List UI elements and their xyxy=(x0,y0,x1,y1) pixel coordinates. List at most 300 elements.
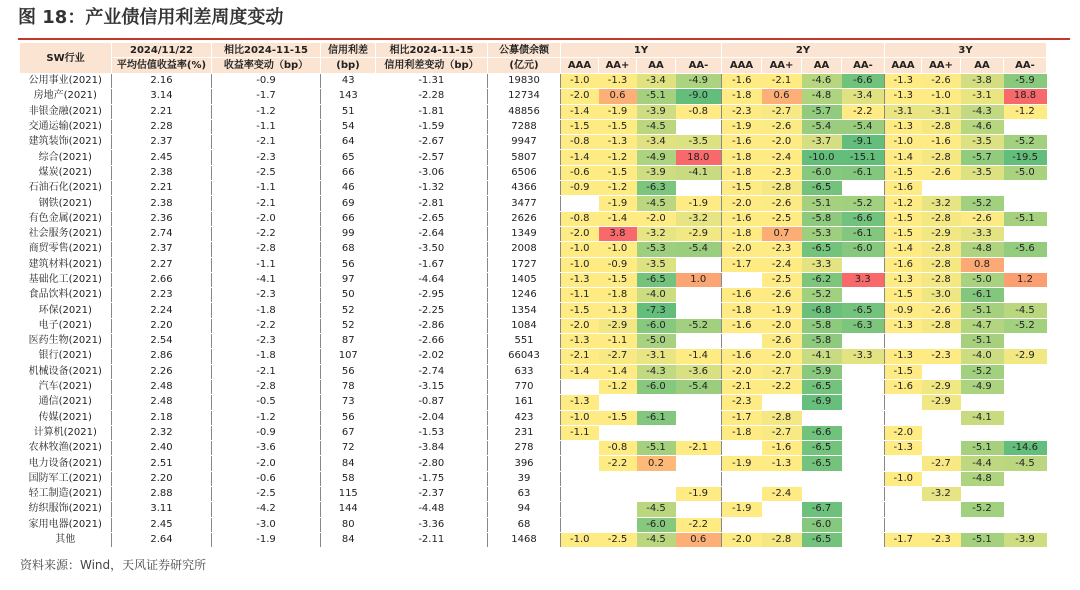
heat-cell: -4.0 xyxy=(961,349,1004,364)
heat-cell xyxy=(762,395,802,410)
table-body xyxy=(20,74,1047,548)
heat-cell xyxy=(1004,471,1047,486)
heat-cell: -1.0 xyxy=(922,89,961,104)
title-rule xyxy=(18,38,1070,40)
header-compare-1: 相比2024-11-15 xyxy=(212,43,321,58)
heat-cell: -2.0 xyxy=(762,318,802,333)
heat-cell: -2.9 xyxy=(599,318,637,333)
heat-cell xyxy=(922,364,961,379)
heat-cell: -1.3 xyxy=(885,89,922,104)
heat-cell: -4.4 xyxy=(961,456,1004,471)
yield-change: -1.7 xyxy=(212,89,321,104)
yield-change: -4.2 xyxy=(212,502,321,517)
yield-change: -1.1 xyxy=(212,257,321,272)
table-row xyxy=(20,456,1047,471)
heat-cell: -5.9 xyxy=(1004,74,1047,89)
spread-value: 107 xyxy=(321,349,376,364)
heat-cell: -2.3 xyxy=(722,104,762,119)
spread-change: -1.31 xyxy=(376,74,488,89)
heat-cell: -4.5 xyxy=(1004,303,1047,318)
avg-yield: 2.20 xyxy=(112,471,212,486)
header-rating-aa: AA xyxy=(961,58,1004,74)
avg-yield: 2.66 xyxy=(112,272,212,287)
heat-cell: -2.6 xyxy=(922,165,961,180)
spread-change: -1.59 xyxy=(376,119,488,134)
heat-cell: -2.6 xyxy=(922,303,961,318)
header-rating-aaa: AAA xyxy=(885,58,922,74)
heat-cell: -1.8 xyxy=(722,303,762,318)
industry-name: 建筑材料(2021) xyxy=(20,257,112,272)
heat-cell: -5.1 xyxy=(637,89,676,104)
heat-cell: -1.5 xyxy=(885,288,922,303)
heat-cell xyxy=(961,395,1004,410)
heat-cell: -4.5 xyxy=(637,532,676,547)
avg-yield: 3.11 xyxy=(112,502,212,517)
heat-cell: -1.3 xyxy=(885,441,922,456)
spread-value: 87 xyxy=(321,334,376,349)
industry-name: 食品饮料(2021) xyxy=(20,288,112,303)
avg-yield: 2.26 xyxy=(112,364,212,379)
heat-cell: -6.1 xyxy=(637,410,676,425)
heat-cell: -6.5 xyxy=(637,272,676,287)
heat-cell: -5.4 xyxy=(676,242,722,257)
heat-cell xyxy=(842,532,885,547)
heat-cell: -1.3 xyxy=(561,272,599,287)
heat-cell: -1.0 xyxy=(561,74,599,89)
heat-cell: -2.9 xyxy=(922,226,961,241)
heat-cell: -3.2 xyxy=(637,226,676,241)
heat-cell xyxy=(561,379,599,394)
heat-cell: -1.6 xyxy=(722,318,762,333)
balance-value: 9947 xyxy=(488,135,561,150)
heat-cell: -3.8 xyxy=(961,74,1004,89)
heat-cell: -9.0 xyxy=(676,89,722,104)
heat-cell xyxy=(1004,364,1047,379)
table-row xyxy=(20,502,1047,517)
balance-value: 2008 xyxy=(488,242,561,257)
header-spread: 信用利差 xyxy=(321,43,376,58)
industry-name: 轻工制造(2021) xyxy=(20,487,112,502)
heat-cell: -1.6 xyxy=(722,211,762,226)
heat-cell: -2.1 xyxy=(676,441,722,456)
heat-cell: -1.4 xyxy=(676,349,722,364)
balance-value: 1354 xyxy=(488,303,561,318)
industry-name: 医药生物(2021) xyxy=(20,334,112,349)
heat-cell: -1.5 xyxy=(561,119,599,134)
yield-change: -2.8 xyxy=(212,379,321,394)
source-note: 资料来源：Wind，天风证券研究所 xyxy=(20,558,207,572)
spread-change: -2.57 xyxy=(376,150,488,165)
heat-cell: -4.8 xyxy=(802,89,842,104)
heat-cell: -2.0 xyxy=(885,425,922,440)
table-row xyxy=(20,104,1047,119)
header-rating-aaa: AAA xyxy=(561,58,599,74)
spread-value: 43 xyxy=(321,74,376,89)
heat-cell: -1.4 xyxy=(561,364,599,379)
heat-cell: -1.3 xyxy=(885,119,922,134)
heat-cell xyxy=(885,487,922,502)
balance-value: 4366 xyxy=(488,181,561,196)
heat-cell xyxy=(1004,119,1047,134)
heat-cell: -6.1 xyxy=(842,165,885,180)
spread-change: -2.25 xyxy=(376,303,488,318)
spread-value: 65 xyxy=(321,150,376,165)
spread-value: 58 xyxy=(321,471,376,486)
heat-cell xyxy=(561,196,599,211)
heat-cell: -1.5 xyxy=(561,303,599,318)
heat-cell: -2.6 xyxy=(762,196,802,211)
heat-cell: -3.0 xyxy=(922,288,961,303)
heat-cell: -2.7 xyxy=(762,364,802,379)
spread-change: -1.81 xyxy=(376,104,488,119)
spread-change: -2.28 xyxy=(376,89,488,104)
industry-name: 综合(2021) xyxy=(20,150,112,165)
balance-value: 1084 xyxy=(488,318,561,333)
heat-cell: -0.8 xyxy=(599,441,637,456)
heat-cell: 3.3 xyxy=(842,272,885,287)
heat-cell: -1.1 xyxy=(599,334,637,349)
industry-name: 石油石化(2021) xyxy=(20,181,112,196)
heat-cell: -2.7 xyxy=(922,456,961,471)
table-row xyxy=(20,257,1047,272)
heat-cell: -1.3 xyxy=(762,456,802,471)
avg-yield: 2.54 xyxy=(112,334,212,349)
avg-yield: 2.38 xyxy=(112,196,212,211)
heat-cell: -5.2 xyxy=(802,288,842,303)
spread-change: -4.64 xyxy=(376,272,488,287)
heat-cell: -6.1 xyxy=(842,226,885,241)
balance-value: 94 xyxy=(488,502,561,517)
industry-name: 银行(2021) xyxy=(20,349,112,364)
heat-cell: -10.0 xyxy=(802,150,842,165)
spread-value: 51 xyxy=(321,104,376,119)
heat-cell: -6.6 xyxy=(842,74,885,89)
heat-cell: -1.9 xyxy=(599,104,637,119)
heat-cell xyxy=(561,502,599,517)
yield-change: -1.1 xyxy=(212,119,321,134)
heat-cell xyxy=(1004,517,1047,532)
heat-cell: -1.3 xyxy=(885,74,922,89)
header-industry: SW行业 xyxy=(20,43,112,74)
balance-value: 1349 xyxy=(488,226,561,241)
heat-cell xyxy=(842,517,885,532)
heat-cell: -6.1 xyxy=(961,288,1004,303)
heat-cell: 3.8 xyxy=(599,226,637,241)
heat-cell xyxy=(561,441,599,456)
heat-cell xyxy=(1004,395,1047,410)
heat-cell xyxy=(1004,425,1047,440)
balance-value: 6506 xyxy=(488,165,561,180)
heat-cell: -1.6 xyxy=(722,135,762,150)
heat-cell xyxy=(922,410,961,425)
table-row xyxy=(20,288,1047,303)
heat-cell: -1.6 xyxy=(885,257,922,272)
heat-cell: -6.5 xyxy=(802,441,842,456)
balance-value: 770 xyxy=(488,379,561,394)
industry-name: 有色金属(2021) xyxy=(20,211,112,226)
spread-value: 66 xyxy=(321,211,376,226)
industry-name: 农林牧渔(2021) xyxy=(20,441,112,456)
heat-cell xyxy=(722,334,762,349)
heat-cell: -1.4 xyxy=(561,150,599,165)
spread-change: -2.67 xyxy=(376,135,488,150)
heat-cell: -2.8 xyxy=(922,150,961,165)
spread-value: 115 xyxy=(321,487,376,502)
heat-cell: -6.7 xyxy=(802,502,842,517)
heat-cell: -6.6 xyxy=(802,425,842,440)
heat-cell: -2.8 xyxy=(922,119,961,134)
heat-cell xyxy=(1004,196,1047,211)
spread-change: -2.95 xyxy=(376,288,488,303)
heat-cell: -2.0 xyxy=(561,89,599,104)
heat-cell: -2.6 xyxy=(922,74,961,89)
heat-cell: -1.9 xyxy=(722,456,762,471)
heat-cell: -1.3 xyxy=(885,272,922,287)
heat-cell: -1.8 xyxy=(722,89,762,104)
industry-name: 计算机(2021) xyxy=(20,425,112,440)
avg-yield: 2.38 xyxy=(112,165,212,180)
heat-cell: -1.3 xyxy=(599,135,637,150)
heat-cell: -4.5 xyxy=(637,196,676,211)
spread-value: 66 xyxy=(321,165,376,180)
heat-cell: -3.9 xyxy=(637,104,676,119)
avg-yield: 2.28 xyxy=(112,119,212,134)
balance-value: 5807 xyxy=(488,150,561,165)
yield-change: -2.0 xyxy=(212,456,321,471)
heat-cell: -2.2 xyxy=(599,456,637,471)
table-row xyxy=(20,89,1047,104)
industry-name: 钢铁(2021) xyxy=(20,196,112,211)
heat-cell: -1.4 xyxy=(599,211,637,226)
heat-cell: 18.8 xyxy=(1004,89,1047,104)
heat-cell: -1.5 xyxy=(885,364,922,379)
spread-value: 56 xyxy=(321,364,376,379)
heat-cell: -6.6 xyxy=(842,211,885,226)
heat-cell: -3.1 xyxy=(922,104,961,119)
spread-change: -2.37 xyxy=(376,487,488,502)
heat-cell: -1.6 xyxy=(922,135,961,150)
heat-cell: -4.3 xyxy=(961,104,1004,119)
heat-cell: -4.1 xyxy=(961,410,1004,425)
heat-cell: -7.3 xyxy=(637,303,676,318)
heat-cell: -2.1 xyxy=(561,349,599,364)
heat-cell: -2.6 xyxy=(762,288,802,303)
spread-change: -2.86 xyxy=(376,318,488,333)
heat-cell xyxy=(922,517,961,532)
avg-yield: 2.74 xyxy=(112,226,212,241)
heat-cell: -2.4 xyxy=(762,487,802,502)
heat-cell: -1.3 xyxy=(561,334,599,349)
header-rating-aa-minus: AA- xyxy=(842,58,885,74)
heat-cell: -1.6 xyxy=(885,379,922,394)
header-rating-aa: AA xyxy=(637,58,676,74)
heat-cell: -19.5 xyxy=(1004,150,1047,165)
spread-change: -3.50 xyxy=(376,242,488,257)
header-spread-unit: (bp) xyxy=(321,58,376,74)
header-date: 2024/11/22 xyxy=(112,43,212,58)
heat-cell xyxy=(1004,288,1047,303)
heat-cell: -3.4 xyxy=(637,135,676,150)
heat-cell: -3.5 xyxy=(676,135,722,150)
spread-change: -2.02 xyxy=(376,349,488,364)
heat-cell xyxy=(676,257,722,272)
heat-cell: -5.2 xyxy=(961,196,1004,211)
header-rating-aa: AA xyxy=(802,58,842,74)
table-row xyxy=(20,349,1047,364)
industry-name: 煤炭(2021) xyxy=(20,165,112,180)
spread-value: 80 xyxy=(321,517,376,532)
avg-yield: 3.14 xyxy=(112,89,212,104)
yield-change: -0.9 xyxy=(212,425,321,440)
yield-change: -2.2 xyxy=(212,226,321,241)
heat-cell: -3.2 xyxy=(922,196,961,211)
heat-cell: -3.3 xyxy=(802,257,842,272)
heat-cell: -2.8 xyxy=(922,211,961,226)
heat-cell: -6.5 xyxy=(802,242,842,257)
heat-cell: -15.1 xyxy=(842,150,885,165)
heat-cell: -2.3 xyxy=(922,532,961,547)
industry-name: 环保(2021) xyxy=(20,303,112,318)
heat-cell xyxy=(842,334,885,349)
heat-cell xyxy=(842,379,885,394)
heat-cell: -1.8 xyxy=(722,425,762,440)
heat-cell: -1.5 xyxy=(599,272,637,287)
heat-cell: -4.5 xyxy=(637,119,676,134)
heat-cell xyxy=(722,471,762,486)
heat-cell xyxy=(722,517,762,532)
heat-cell: -5.7 xyxy=(802,104,842,119)
heat-cell: -2.8 xyxy=(762,181,802,196)
heat-cell xyxy=(676,395,722,410)
heat-cell xyxy=(1004,257,1047,272)
heat-cell xyxy=(922,425,961,440)
heat-cell: -3.7 xyxy=(802,135,842,150)
industry-name: 汽车(2021) xyxy=(20,379,112,394)
heat-cell: -1.4 xyxy=(885,150,922,165)
spread-change: -2.66 xyxy=(376,334,488,349)
balance-value: 7288 xyxy=(488,119,561,134)
heat-cell: -3.3 xyxy=(961,226,1004,241)
heat-cell: -6.2 xyxy=(802,272,842,287)
heat-cell: -1.6 xyxy=(722,74,762,89)
credit-spread-table xyxy=(19,42,1047,548)
table-row xyxy=(20,165,1047,180)
heat-cell: -1.0 xyxy=(599,242,637,257)
heat-cell: -0.8 xyxy=(676,104,722,119)
heat-cell: -2.6 xyxy=(762,334,802,349)
industry-name: 机械设备(2021) xyxy=(20,364,112,379)
heat-cell: -2.8 xyxy=(922,272,961,287)
heat-cell: -5.9 xyxy=(802,364,842,379)
heat-cell: -1.0 xyxy=(561,410,599,425)
balance-value: 39 xyxy=(488,471,561,486)
heat-cell: -5.2 xyxy=(1004,135,1047,150)
yield-change: -2.5 xyxy=(212,487,321,502)
table-row xyxy=(20,196,1047,211)
heat-cell xyxy=(561,471,599,486)
heat-cell xyxy=(1004,487,1047,502)
heat-cell: -1.6 xyxy=(762,441,802,456)
heat-cell: -1.2 xyxy=(599,379,637,394)
balance-value: 66043 xyxy=(488,349,561,364)
avg-yield: 2.48 xyxy=(112,379,212,394)
yield-change: -2.8 xyxy=(212,242,321,257)
balance-value: 278 xyxy=(488,441,561,456)
heat-cell: -1.3 xyxy=(599,74,637,89)
heat-cell: -2.2 xyxy=(842,104,885,119)
heat-cell xyxy=(676,119,722,134)
heat-cell: -1.4 xyxy=(561,104,599,119)
spread-change: -4.48 xyxy=(376,502,488,517)
heat-cell: -1.8 xyxy=(599,288,637,303)
heat-cell xyxy=(676,425,722,440)
heat-cell: -5.2 xyxy=(1004,318,1047,333)
spread-value: 84 xyxy=(321,456,376,471)
heat-cell: -1.2 xyxy=(599,150,637,165)
spread-change: -2.64 xyxy=(376,226,488,241)
heat-cell: -3.1 xyxy=(961,89,1004,104)
heat-cell xyxy=(842,364,885,379)
heat-cell xyxy=(1004,334,1047,349)
table-row xyxy=(20,487,1047,502)
heat-cell xyxy=(722,487,762,502)
heat-cell: -5.8 xyxy=(802,334,842,349)
heat-cell xyxy=(676,334,722,349)
spread-change: -1.67 xyxy=(376,257,488,272)
table-row xyxy=(20,425,1047,440)
heat-cell: -2.8 xyxy=(922,318,961,333)
heat-cell: -6.3 xyxy=(637,181,676,196)
yield-change: -2.1 xyxy=(212,196,321,211)
avg-yield: 2.24 xyxy=(112,303,212,318)
header-rating-aa-minus: AA- xyxy=(676,58,722,74)
avg-yield: 2.45 xyxy=(112,150,212,165)
heat-cell: -5.1 xyxy=(961,303,1004,318)
spread-value: 56 xyxy=(321,410,376,425)
heat-cell xyxy=(676,410,722,425)
heat-cell: -5.1 xyxy=(961,334,1004,349)
yield-change: -2.2 xyxy=(212,318,321,333)
heat-cell: -2.5 xyxy=(762,211,802,226)
balance-value: 1405 xyxy=(488,272,561,287)
heat-cell: -3.5 xyxy=(961,165,1004,180)
table-row xyxy=(20,334,1047,349)
heat-cell: -2.0 xyxy=(762,349,802,364)
heat-cell: -1.6 xyxy=(722,349,762,364)
header-avg-yield: 平均估值收益率(%) xyxy=(112,58,212,74)
yield-change: -2.0 xyxy=(212,211,321,226)
heat-cell xyxy=(722,272,762,287)
heat-cell xyxy=(842,502,885,517)
industry-name: 电力设备(2021) xyxy=(20,456,112,471)
heat-cell: -1.4 xyxy=(599,364,637,379)
heat-cell: -1.5 xyxy=(599,119,637,134)
heat-cell: -6.0 xyxy=(637,318,676,333)
heat-cell: -2.3 xyxy=(762,165,802,180)
heat-cell xyxy=(922,441,961,456)
heat-cell xyxy=(885,456,922,471)
heat-cell xyxy=(802,410,842,425)
heat-cell: -5.1 xyxy=(1004,211,1047,226)
spread-change: -3.36 xyxy=(376,517,488,532)
table-row xyxy=(20,303,1047,318)
heat-cell: -2.8 xyxy=(922,242,961,257)
avg-yield: 2.21 xyxy=(112,181,212,196)
balance-value: 231 xyxy=(488,425,561,440)
balance-value: 396 xyxy=(488,456,561,471)
spread-value: 54 xyxy=(321,119,376,134)
heat-cell xyxy=(599,395,637,410)
